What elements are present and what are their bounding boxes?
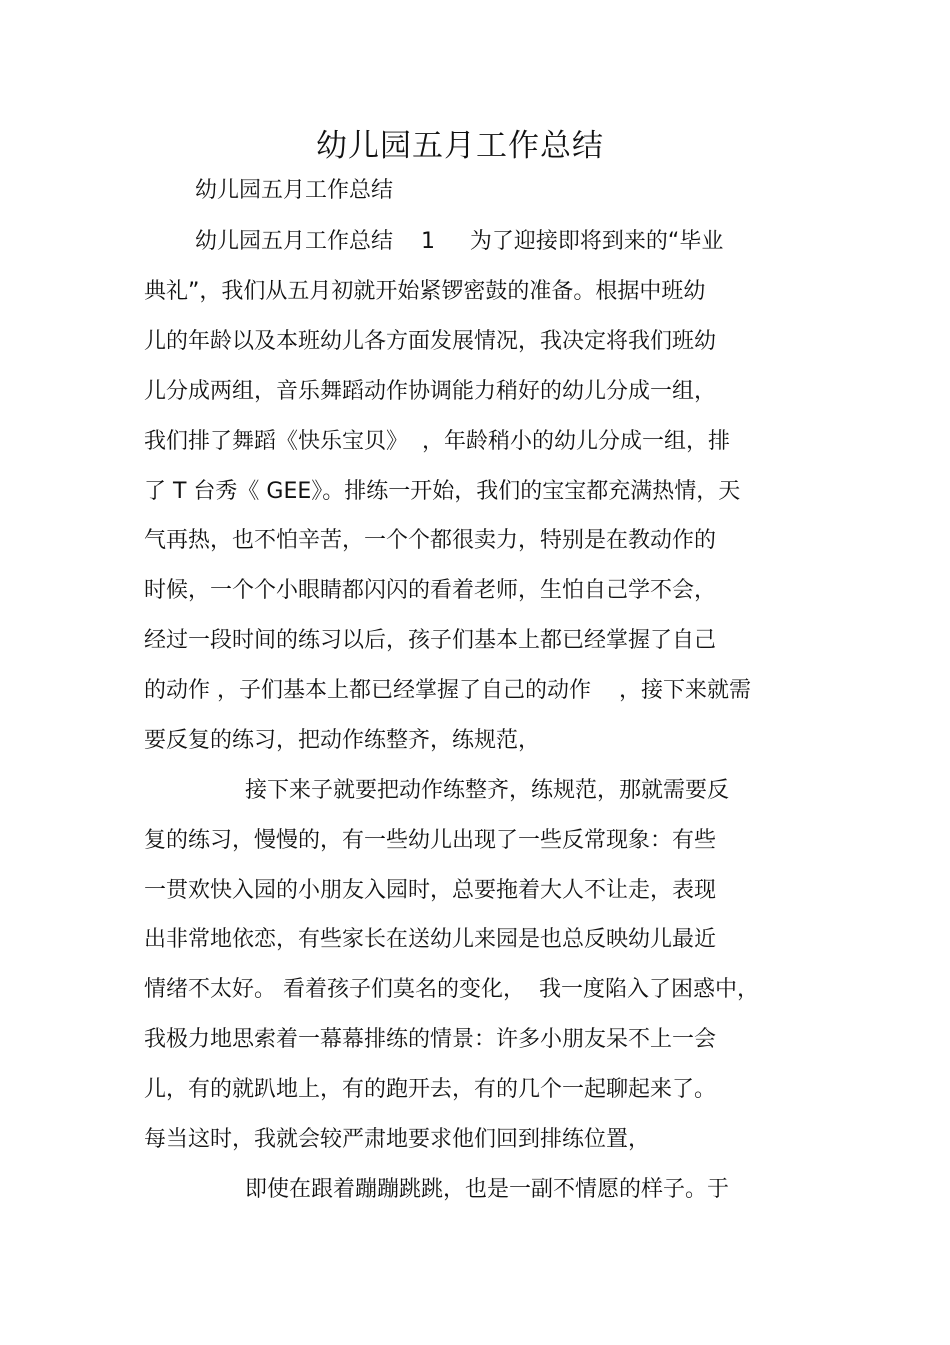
- body-line: 了 T 台秀《 GEE》。排练一开始，我们的宝宝都充满热情，天: [144, 479, 741, 504]
- body-line: 幼儿园五月工作总结 1 为了迎接即将到来的“毕业: [195, 229, 724, 254]
- body-line: 一贯欢快入园的小朋友入园时，总要拖着大人不让走，表现: [144, 878, 717, 903]
- body-line: 要反复的练习，把动作练整齐，练规范，: [144, 728, 541, 753]
- subtitle-line: 幼儿园五月工作总结: [195, 178, 394, 203]
- body-line: 我极力地思索着一幕幕排练的情景：许多小朋友呆不上一会: [144, 1027, 717, 1052]
- body-line: 气再热，也不怕辛苦，一个个都很卖力，特别是在教动作的: [144, 528, 717, 553]
- paragraph-start-line: 接下来子就要把动作练整齐，练规范，那就需要反: [245, 778, 730, 803]
- body-line: 复的练习，慢慢的，有一些幼儿出现了一些反常现象：有些: [144, 828, 717, 853]
- body-line: 经过一段时间的练习以后，孩子们基本上都已经掌握了自己: [144, 628, 717, 653]
- body-line: 儿分成两组，音乐舞蹈动作协调能力稍好的幼儿分成一组，: [144, 379, 717, 404]
- body-line: 情绪不太好。 看着孩子们莫名的变化， 我一度陷入了困惑中，: [144, 977, 759, 1002]
- body-line: 出非常地依恋，有些家长在送幼儿来园是也总反映幼儿最近: [144, 927, 717, 952]
- body-line: 儿，有的就趴地上，有的跑开去，有的几个一起聊起来了。: [144, 1077, 717, 1102]
- body-line: 时候，一个个小眼睛都闪闪的看着老师，生怕自己学不会，: [144, 578, 717, 603]
- body-line: 我们排了舞蹈《快乐宝贝》 ，年龄稍小的幼儿分成一组，排: [144, 429, 730, 454]
- document-title: 幼儿园五月工作总结: [316, 128, 604, 164]
- body-line: 的动作 ，子们基本上都已经掌握了自己的动作 ，接下来就需: [144, 678, 751, 703]
- body-line: 典礼”，我们从五月初就开始紧锣密鼓的准备。根据中班幼: [144, 279, 706, 304]
- body-line: 儿的年龄以及本班幼儿各方面发展情况，我决定将我们班幼: [144, 329, 717, 354]
- paragraph-start-line: 即使在跟着蹦蹦跳跳，也是一副不情愿的样子。于: [245, 1177, 730, 1202]
- body-line: 每当这时，我就会较严肃地要求他们回到排练位置，: [144, 1127, 651, 1152]
